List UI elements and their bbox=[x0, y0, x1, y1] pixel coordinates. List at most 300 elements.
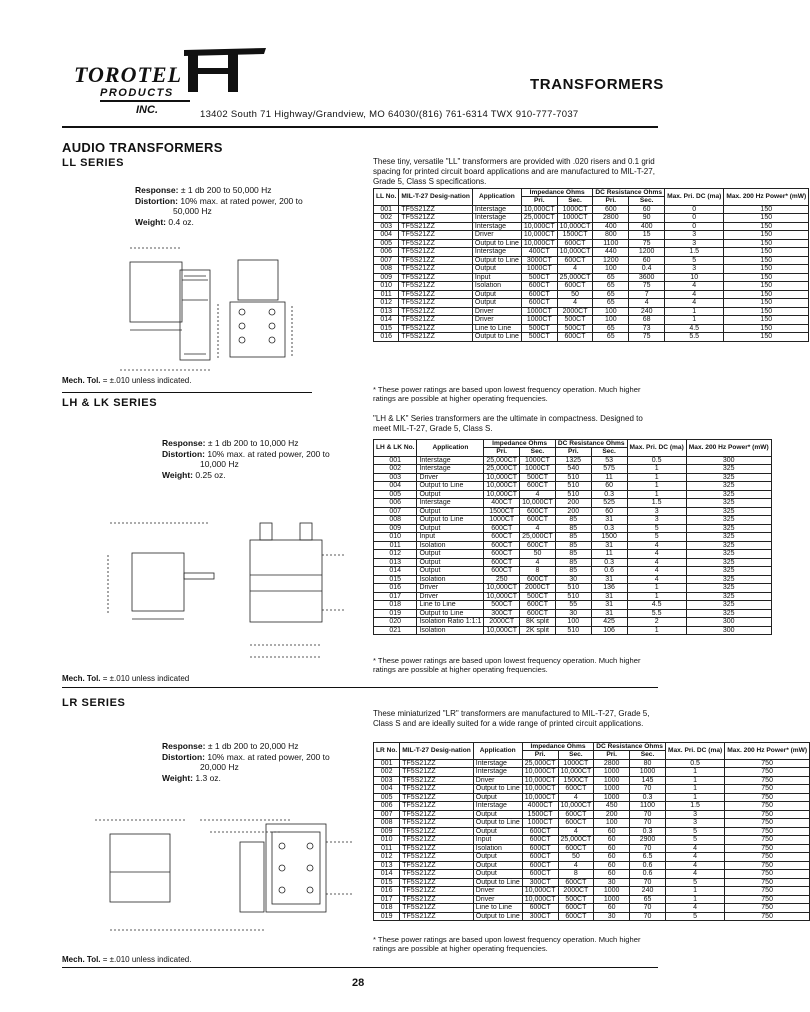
lr-specs bbox=[162, 741, 330, 783]
table-cell: 400 bbox=[593, 222, 629, 231]
ll-col-imp-pri: Pri. bbox=[521, 197, 557, 205]
table-cell: 4 bbox=[558, 827, 594, 836]
table-cell: 250 bbox=[484, 575, 520, 584]
lh-response-value: ± 1 db 200 to 10,000 Hz bbox=[207, 438, 299, 448]
table-cell: 1.5 bbox=[665, 248, 724, 257]
table-cell: 016 bbox=[374, 887, 400, 896]
table-cell: 150 bbox=[724, 282, 809, 291]
table-cell: 5.5 bbox=[665, 333, 724, 342]
table-cell: 014 bbox=[374, 316, 399, 325]
lr-col-no: LR No. bbox=[374, 743, 400, 760]
table-cell: Output bbox=[417, 490, 484, 499]
table-cell: 1000CT bbox=[520, 456, 556, 465]
table-cell: 500CT bbox=[557, 324, 593, 333]
table-cell: 15 bbox=[629, 231, 665, 240]
table-cell: TF5S21ZZ bbox=[399, 316, 473, 325]
ll-dimension-diagram bbox=[100, 240, 350, 380]
table-cell: 500CT bbox=[520, 473, 556, 482]
table-cell: 1200 bbox=[593, 256, 629, 265]
table-cell: Output bbox=[472, 265, 521, 274]
table-cell: 3 bbox=[665, 265, 724, 274]
lh-col-dc-sec: Sec. bbox=[591, 448, 627, 456]
table-row bbox=[374, 802, 810, 811]
header-divider bbox=[62, 126, 658, 128]
table-cell: 60 bbox=[629, 256, 665, 265]
lr-dimension-diagram bbox=[90, 812, 360, 942]
table-cell: TF5S21ZZ bbox=[399, 231, 473, 240]
table-cell: 600CT bbox=[558, 878, 594, 887]
ll-weight-value: 0.4 oz. bbox=[168, 216, 194, 227]
ll-description: These tiny, versatile "LL" transformers are provided with .020 risers and 0.1 grid spacing for printed circuit board applications and are manufactured to MIL-T-27, Grade 5, Class S specifications. bbox=[373, 157, 655, 186]
table-cell: 150 bbox=[724, 290, 809, 299]
table-cell: 31 bbox=[591, 601, 627, 610]
table-cell: 006 bbox=[374, 499, 417, 508]
lr-col-impedance: Impedance Ohms bbox=[522, 743, 594, 751]
table-cell: Isolation bbox=[417, 575, 484, 584]
table-cell: 1 bbox=[627, 473, 686, 482]
ll-col-imp-sec: Sec. bbox=[557, 197, 593, 205]
table-cell: 70 bbox=[630, 904, 666, 913]
table-cell: 400CT bbox=[521, 248, 557, 257]
table-cell: 600CT bbox=[558, 912, 594, 921]
lh-col-dc-pri: Pri. bbox=[555, 448, 591, 456]
table-cell: Driver bbox=[473, 895, 522, 904]
lh-col-max-power: Max. 200 Hz Power* (mW) bbox=[686, 440, 771, 457]
table-cell: 0 bbox=[665, 222, 724, 231]
ll-distortion-label: Distortion: bbox=[135, 195, 178, 206]
lh-weight-label: Weight: bbox=[162, 469, 194, 480]
table-cell: 60 bbox=[591, 482, 627, 491]
table-cell: 4 bbox=[629, 299, 665, 308]
table-cell: 85 bbox=[555, 533, 591, 542]
table-cell: 002 bbox=[374, 768, 400, 777]
table-cell: 600CT bbox=[522, 904, 558, 913]
table-cell: 3 bbox=[665, 810, 724, 819]
table-cell: 1000 bbox=[594, 887, 630, 896]
table-cell: TF5S21ZZ bbox=[400, 861, 474, 870]
table-cell: Interstage bbox=[472, 248, 521, 257]
ll-specs bbox=[135, 185, 303, 227]
table-cell: 73 bbox=[629, 324, 665, 333]
table-row bbox=[374, 465, 772, 474]
ll-col-dc-pri: Pri. bbox=[593, 197, 629, 205]
table-cell: 005 bbox=[374, 490, 417, 499]
footer-divider bbox=[62, 967, 658, 968]
table-cell: 325 bbox=[686, 541, 771, 550]
table-cell: 1500 bbox=[591, 533, 627, 542]
table-cell: 600CT bbox=[484, 541, 520, 550]
table-cell: Input bbox=[472, 273, 521, 282]
table-cell: 750 bbox=[725, 870, 810, 879]
table-cell: 0.6 bbox=[630, 870, 666, 879]
table-cell: Output bbox=[472, 290, 521, 299]
lh-series-title: LH & LK SERIES bbox=[62, 397, 158, 409]
table-cell: Output to Line bbox=[473, 912, 522, 921]
table-row bbox=[374, 541, 772, 550]
table-cell: Output to Line bbox=[417, 482, 484, 491]
table-cell: 500CT bbox=[484, 601, 520, 610]
ll-outline-drawing bbox=[100, 240, 350, 380]
table-cell: 4 bbox=[627, 575, 686, 584]
table-cell: 65 bbox=[593, 299, 629, 308]
table-row bbox=[374, 575, 772, 584]
table-cell: 1 bbox=[627, 626, 686, 635]
table-cell: Driver bbox=[473, 776, 522, 785]
table-row bbox=[374, 282, 809, 291]
table-cell: 31 bbox=[591, 516, 627, 525]
table-cell: Output bbox=[472, 299, 521, 308]
table-cell: 325 bbox=[686, 473, 771, 482]
table-row bbox=[374, 836, 810, 845]
table-cell: 4 bbox=[665, 904, 724, 913]
table-cell: 10,000CT bbox=[557, 248, 593, 257]
table-cell: 65 bbox=[593, 273, 629, 282]
table-row bbox=[374, 456, 772, 465]
table-cell: 600CT bbox=[484, 533, 520, 542]
table-cell: 019 bbox=[374, 609, 417, 618]
table-cell: 150 bbox=[724, 333, 809, 342]
table-cell: 0.5 bbox=[665, 759, 724, 768]
table-cell: 600CT bbox=[521, 299, 557, 308]
table-row bbox=[374, 473, 772, 482]
table-row bbox=[374, 307, 809, 316]
table-row bbox=[374, 861, 810, 870]
table-cell: 100 bbox=[593, 265, 629, 274]
table-row bbox=[374, 214, 809, 223]
table-cell: 500CT bbox=[557, 316, 593, 325]
table-cell: 300 bbox=[686, 456, 771, 465]
table-cell: 0.3 bbox=[591, 490, 627, 499]
table-cell: 1000CT bbox=[521, 316, 557, 325]
table-cell: 325 bbox=[686, 592, 771, 601]
table-cell: 009 bbox=[374, 524, 417, 533]
table-cell: 150 bbox=[724, 307, 809, 316]
table-cell: 014 bbox=[374, 567, 417, 576]
table-cell: TF5S21ZZ bbox=[400, 895, 474, 904]
table-cell: 002 bbox=[374, 214, 399, 223]
table-cell: 10,000CT bbox=[521, 239, 557, 248]
table-cell: 70 bbox=[630, 878, 666, 887]
table-cell: 750 bbox=[725, 853, 810, 862]
table-row bbox=[374, 299, 809, 308]
table-cell: 3 bbox=[665, 239, 724, 248]
table-row bbox=[374, 887, 810, 896]
table-row bbox=[374, 273, 809, 282]
table-cell: 30 bbox=[555, 575, 591, 584]
table-cell: 750 bbox=[725, 878, 810, 887]
logo-underline bbox=[100, 100, 190, 102]
lh-col-impedance: Impedance Ohms bbox=[484, 440, 556, 448]
table-cell: 750 bbox=[725, 810, 810, 819]
table-cell: 60 bbox=[594, 836, 630, 845]
lr-col-dc: DC Resistance Ohms bbox=[594, 743, 666, 751]
table-cell: 70 bbox=[630, 785, 666, 794]
table-row bbox=[374, 490, 772, 499]
ll-series-title: LL SERIES bbox=[62, 157, 125, 169]
table-cell: 4 bbox=[665, 853, 724, 862]
table-cell: Output to Line bbox=[472, 256, 521, 265]
table-cell: Interstage bbox=[417, 499, 484, 508]
table-cell: 600CT bbox=[520, 541, 556, 550]
table-row bbox=[374, 558, 772, 567]
table-cell: 600CT bbox=[520, 482, 556, 491]
table-cell: TF5S21ZZ bbox=[400, 878, 474, 887]
table-cell: 600CT bbox=[558, 785, 594, 794]
table-cell: Output bbox=[473, 853, 522, 862]
table-cell: 1000CT bbox=[557, 205, 593, 214]
table-cell: 300 bbox=[686, 618, 771, 627]
lh-mech-label: Mech. Tol. bbox=[62, 674, 101, 683]
table-row bbox=[374, 853, 810, 862]
table-cell: 31 bbox=[591, 592, 627, 601]
table-cell: 010 bbox=[374, 282, 399, 291]
table-cell: 0.3 bbox=[630, 793, 666, 802]
table-cell: 1000CT bbox=[521, 307, 557, 316]
page-number: 28 bbox=[352, 977, 365, 989]
lh-col-imp-sec: Sec. bbox=[520, 448, 556, 456]
table-cell: 10,000CT bbox=[522, 776, 558, 785]
table-cell: 0.3 bbox=[591, 524, 627, 533]
table-cell: 014 bbox=[374, 870, 400, 879]
table-row bbox=[374, 482, 772, 491]
table-cell: 85 bbox=[555, 516, 591, 525]
table-cell: Line to Line bbox=[473, 904, 522, 913]
table-cell: 325 bbox=[686, 533, 771, 542]
lh-col-imp-pri: Pri. bbox=[484, 448, 520, 456]
table-cell: 1 bbox=[665, 895, 724, 904]
table-cell: Input bbox=[473, 836, 522, 845]
table-cell: 500CT bbox=[521, 273, 557, 282]
table-cell: 4 bbox=[520, 558, 556, 567]
ll-col-max-power: Max. 200 Hz Power* (mW) bbox=[724, 189, 809, 206]
table-cell: 60 bbox=[594, 861, 630, 870]
table-cell: Line to Line bbox=[472, 324, 521, 333]
table-cell: 018 bbox=[374, 904, 400, 913]
table-cell: 6.5 bbox=[630, 853, 666, 862]
table-cell: 10,000CT bbox=[521, 231, 557, 240]
table-cell: 10,000CT bbox=[521, 205, 557, 214]
table-cell: TF5S21ZZ bbox=[399, 256, 473, 265]
table-cell: 31 bbox=[591, 575, 627, 584]
company-logo bbox=[70, 48, 210, 122]
table-cell: 0.6 bbox=[591, 567, 627, 576]
table-cell: 1000 bbox=[594, 768, 630, 777]
lh-col-application: Application bbox=[417, 440, 484, 457]
table-cell: 85 bbox=[555, 524, 591, 533]
table-cell: TF5S21ZZ bbox=[400, 759, 474, 768]
table-cell: 30 bbox=[594, 912, 630, 921]
table-cell: TF5S21ZZ bbox=[399, 248, 473, 257]
table-cell: TF5S21ZZ bbox=[400, 768, 474, 777]
table-row bbox=[374, 222, 809, 231]
table-cell: 008 bbox=[374, 265, 399, 274]
table-cell: 4 bbox=[557, 299, 593, 308]
table-cell: 015 bbox=[374, 575, 417, 584]
table-cell: 10,000CT bbox=[557, 222, 593, 231]
table-cell: 600CT bbox=[520, 575, 556, 584]
table-cell: 016 bbox=[374, 584, 417, 593]
table-cell: 240 bbox=[629, 307, 665, 316]
table-cell: 500CT bbox=[521, 333, 557, 342]
table-cell: 440 bbox=[593, 248, 629, 257]
lh-divider bbox=[62, 687, 658, 688]
table-cell: 65 bbox=[593, 333, 629, 342]
table-cell: 1500CT bbox=[484, 507, 520, 516]
table-cell: 600CT bbox=[557, 282, 593, 291]
table-cell: 325 bbox=[686, 550, 771, 559]
table-cell: 85 bbox=[555, 550, 591, 559]
table-cell: 1100 bbox=[630, 802, 666, 811]
table-cell: 004 bbox=[374, 482, 417, 491]
table-cell: 600CT bbox=[558, 810, 594, 819]
lh-specs bbox=[162, 438, 330, 480]
table-cell: 5 bbox=[627, 524, 686, 533]
ll-col-no: LL No. bbox=[374, 189, 399, 206]
table-cell: 0.6 bbox=[630, 861, 666, 870]
table-cell: 500CT bbox=[558, 895, 594, 904]
lr-col-dc-pri: Pri. bbox=[594, 751, 630, 759]
table-cell: TF5S21ZZ bbox=[399, 299, 473, 308]
table-cell: 750 bbox=[725, 836, 810, 845]
table-cell: 600CT bbox=[520, 516, 556, 525]
table-row bbox=[374, 768, 810, 777]
table-row bbox=[374, 785, 810, 794]
table-cell: 2800 bbox=[594, 759, 630, 768]
table-cell: Output bbox=[473, 870, 522, 879]
table-row bbox=[374, 533, 772, 542]
table-cell: 017 bbox=[374, 895, 400, 904]
table-cell: 325 bbox=[686, 609, 771, 618]
table-cell: Output bbox=[473, 810, 522, 819]
ll-response-value: ± 1 db 200 to 50,000 Hz bbox=[180, 185, 272, 195]
table-cell: 150 bbox=[724, 231, 809, 240]
table-cell: 005 bbox=[374, 793, 400, 802]
lr-distortion-value: 10% max. at rated power, 200 to bbox=[207, 751, 330, 762]
table-cell: Interstage bbox=[472, 205, 521, 214]
table-row bbox=[374, 759, 810, 768]
table-cell: 150 bbox=[724, 205, 809, 214]
table-cell: 450 bbox=[594, 802, 630, 811]
table-row bbox=[374, 870, 810, 879]
table-cell: 008 bbox=[374, 516, 417, 525]
table-cell: 1.5 bbox=[627, 499, 686, 508]
table-cell: 100 bbox=[593, 307, 629, 316]
table-cell: 1000CT bbox=[558, 759, 594, 768]
table-cell: TF5S21ZZ bbox=[400, 819, 474, 828]
table-cell: 5 bbox=[665, 878, 724, 887]
table-cell: Output to Line bbox=[472, 333, 521, 342]
table-cell: 525 bbox=[591, 499, 627, 508]
table-cell: 600CT bbox=[522, 870, 558, 879]
lr-mech-value: = ±.010 unless indicated. bbox=[102, 955, 192, 964]
table-cell: 325 bbox=[686, 558, 771, 567]
lr-mech-tol bbox=[62, 955, 191, 964]
table-cell: Interstage bbox=[473, 802, 522, 811]
table-cell: 600CT bbox=[520, 507, 556, 516]
table-row bbox=[374, 248, 809, 257]
table-cell: Output bbox=[473, 827, 522, 836]
table-cell: 3000CT bbox=[521, 256, 557, 265]
table-cell: TF5S21ZZ bbox=[399, 307, 473, 316]
table-cell: 106 bbox=[591, 626, 627, 635]
table-cell: 1 bbox=[627, 465, 686, 474]
table-row bbox=[374, 333, 809, 342]
table-cell: 1000 bbox=[594, 895, 630, 904]
table-cell: TF5S21ZZ bbox=[399, 205, 473, 214]
table-cell: Isolation bbox=[472, 282, 521, 291]
table-cell: 10,000CT bbox=[522, 793, 558, 802]
table-cell: 021 bbox=[374, 626, 417, 635]
table-cell: 5.5 bbox=[627, 609, 686, 618]
company-address: 13402 South 71 Highway/Grandview, MO 64030/(816) 761-6314 TWX 910-777-7037 bbox=[200, 109, 579, 120]
table-cell: 85 bbox=[555, 541, 591, 550]
table-cell: 510 bbox=[555, 592, 591, 601]
table-cell: 70 bbox=[630, 810, 666, 819]
table-cell: 65 bbox=[593, 324, 629, 333]
table-cell: 200 bbox=[555, 507, 591, 516]
table-cell: 750 bbox=[725, 819, 810, 828]
table-cell: 68 bbox=[629, 316, 665, 325]
table-cell: 017 bbox=[374, 592, 417, 601]
lh-description: "LH & LK" Series transformers are the ultimate in compactness. Designed to meet MIL-T-27, Grade 5, Class S. bbox=[373, 414, 643, 433]
table-cell: 150 bbox=[724, 324, 809, 333]
table-row bbox=[374, 265, 809, 274]
table-cell: 4 bbox=[665, 870, 724, 879]
table-cell: 4000CT bbox=[522, 802, 558, 811]
table-cell: 80 bbox=[630, 759, 666, 768]
table-cell: Interstage bbox=[473, 759, 522, 768]
table-cell: 25,000CT bbox=[557, 273, 593, 282]
table-cell: TF5S21ZZ bbox=[399, 214, 473, 223]
table-cell: 750 bbox=[725, 759, 810, 768]
table-cell: 100 bbox=[593, 316, 629, 325]
table-cell: 2900 bbox=[630, 836, 666, 845]
table-cell: Output bbox=[473, 861, 522, 870]
table-cell: Output to Line bbox=[473, 878, 522, 887]
table-cell: 75 bbox=[629, 239, 665, 248]
table-cell: 136 bbox=[591, 584, 627, 593]
table-cell: 3 bbox=[627, 516, 686, 525]
table-cell: 300CT bbox=[522, 912, 558, 921]
table-cell: 2000CT bbox=[520, 584, 556, 593]
ll-response-label: Response: bbox=[135, 185, 179, 195]
table-cell: 400CT bbox=[484, 499, 520, 508]
table-row bbox=[374, 912, 810, 921]
table-cell: 11 bbox=[591, 550, 627, 559]
table-cell: 60 bbox=[594, 827, 630, 836]
table-cell: 004 bbox=[374, 785, 400, 794]
table-cell: 1 bbox=[665, 793, 724, 802]
table-cell: 4 bbox=[627, 567, 686, 576]
table-cell: 30 bbox=[555, 609, 591, 618]
lr-col-application: Application bbox=[473, 743, 522, 760]
table-cell: 325 bbox=[686, 465, 771, 474]
table-cell: 11 bbox=[591, 473, 627, 482]
table-cell: 013 bbox=[374, 861, 400, 870]
table-cell: 60 bbox=[594, 870, 630, 879]
table-cell: 10,000CT bbox=[520, 499, 556, 508]
table-cell: 10,000CT bbox=[522, 895, 558, 904]
lr-col-max-power: Max. 200 Hz Power* (mW) bbox=[725, 743, 810, 760]
ll-power-note: * These power ratings are based upon lowest frequency operation. Much higher ratings are possible at higher operating frequencies. bbox=[373, 385, 641, 403]
table-cell: 75 bbox=[629, 333, 665, 342]
table-cell: 5 bbox=[627, 533, 686, 542]
table-cell: TF5S21ZZ bbox=[399, 290, 473, 299]
table-cell: 750 bbox=[725, 904, 810, 913]
table-cell: 0.3 bbox=[630, 827, 666, 836]
table-cell: 1 bbox=[627, 490, 686, 499]
table-row bbox=[374, 810, 810, 819]
